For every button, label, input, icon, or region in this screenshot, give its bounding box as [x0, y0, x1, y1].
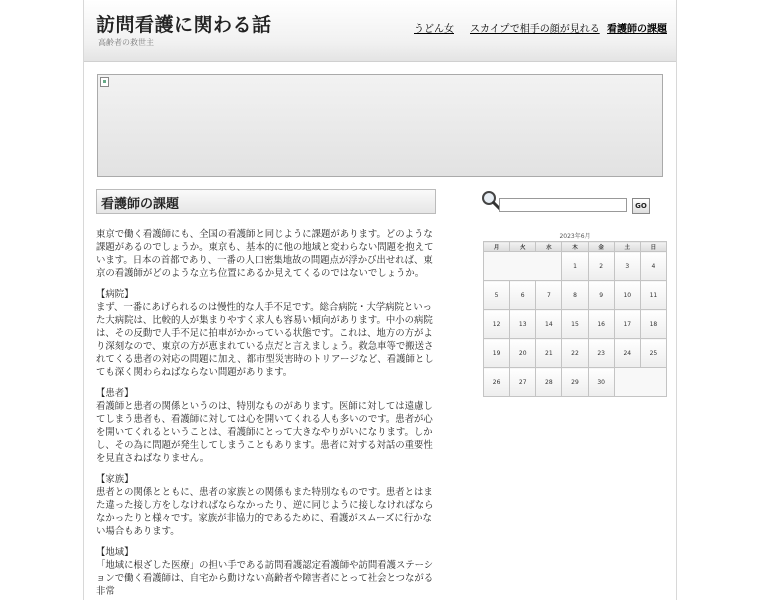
site-title[interactable]: 訪問看護に関わる話 [96, 14, 272, 36]
calendar-day: 18 [640, 310, 666, 339]
search-go-button[interactable]: GO [632, 198, 650, 214]
weekday-header: 木 [562, 242, 588, 252]
section-title-community: 【地域】 [96, 547, 134, 558]
page-wrapper [83, 0, 677, 600]
nav-link-skype[interactable]: スカイプで相手の顔が見れる [470, 24, 600, 35]
calendar-day: 29 [562, 368, 588, 397]
calendar-day: 15 [562, 310, 588, 339]
calendar-day: 1 [562, 252, 588, 281]
weekday-header: 月 [484, 242, 510, 252]
calendar-widget [483, 232, 667, 397]
calendar-day: 30 [588, 368, 614, 397]
calendar-day: 3 [614, 252, 640, 281]
nav-link-nurse-issues[interactable]: 看護師の課題 [607, 24, 667, 35]
calendar-day: 14 [536, 310, 562, 339]
section-body-hospital: まず、一番にあげられるのは慢性的な人手不足です。総合病院・大学病院といった大病院は、比較的人が集まりやすく求人も容易い傾向があります。中小の病院は、その反動で人手不足に拍車がかかっている状態です。これは、地方の方がより深刻なので、東京の方が恵まれている点だと言えましょう。救急車等で搬送されてくる患者の対応の問題に加え、都市型災害時のトリアージなど、看護師としても深く関わらねばならない問題があります。 [96, 302, 434, 378]
calendar-caption: 2023年6月 [559, 233, 591, 240]
section-body-family: 患者との関係とともに、患者の家族との関係もまた特別なものです。患者とはまた違った接し方をしなければならなかったり、逆に同じように接しなければならなかったりと様々です。家族が非協力的であるために、看護がスムーズに行かない場合もあります。 [96, 487, 434, 537]
calendar-day: 8 [562, 281, 588, 310]
calendar-day: 11 [640, 281, 666, 310]
site-header [84, 0, 676, 62]
calendar-day: 5 [484, 281, 510, 310]
calendar-day: 26 [484, 368, 510, 397]
calendar-day: 6 [510, 281, 536, 310]
calendar-day: 12 [484, 310, 510, 339]
main-content [96, 189, 436, 600]
weekday-header: 土 [614, 242, 640, 252]
calendar-day: 27 [510, 368, 536, 397]
calendar-day: 9 [588, 281, 614, 310]
broken-image-icon [100, 77, 109, 87]
calendar-table [483, 241, 667, 397]
calendar-day: 4 [640, 252, 666, 281]
site-subtitle: 高齢者の救世主 [98, 38, 154, 47]
intro-paragraph: 東京で働く看護師にも、全国の看護師と同じように課題があります。どのような課題があるのでしょうか。東京も、基本的に他の地域と変わらない問題を抱えています。日本の首都であり、一番の人口密集地故の問題点が浮かび出せれば、東京の看護師がどのような立ち位置にあるか見えてくるのではないでしょうか。 [96, 229, 434, 279]
calendar-day: 7 [536, 281, 562, 310]
calendar-day: 21 [536, 339, 562, 368]
calendar-pad [484, 252, 562, 281]
nav-link-udon[interactable]: うどん女 [414, 24, 454, 35]
section-title-family: 【家族】 [96, 474, 134, 485]
calendar-day: 13 [510, 310, 536, 339]
page-title: 看護師の課題 [96, 189, 436, 214]
calendar-day: 24 [614, 339, 640, 368]
section-title-patient: 【患者】 [96, 388, 134, 399]
calendar-day: 16 [588, 310, 614, 339]
calendar-day: 17 [614, 310, 640, 339]
calendar-day: 10 [614, 281, 640, 310]
section-body-community: 「地域に根ざした医療」の担い手である訪問看護認定看護師や訪問看護ステーションで働く看護師は、自宅から動けない高齢者や障害者にとって社会とつながる非常 [96, 560, 434, 597]
section-body-patient: 看護師と患者の関係というのは、特別なものがあります。医師に対しては遠慮してしまう患者も、看護師に対しては心を開いてくれる人も多いのです。患者が心を開いてくれるということは、看護師にとって大きなやりがいになります。しかし、その為に問題が発生してしまうこともあります。患者に対する対話の重要性を見直さねばなりません。 [96, 401, 433, 464]
weekday-header: 水 [536, 242, 562, 252]
calendar-day: 25 [640, 339, 666, 368]
weekday-header: 火 [510, 242, 536, 252]
weekday-header: 金 [588, 242, 614, 252]
calendar-day: 28 [536, 368, 562, 397]
calendar-day: 2 [588, 252, 614, 281]
header-banner-image [97, 74, 663, 177]
weekday-header: 日 [640, 242, 666, 252]
calendar-pad [614, 368, 666, 397]
section-title-hospital: 【病院】 [96, 289, 134, 300]
calendar-day: 19 [484, 339, 510, 368]
article-body [96, 228, 436, 598]
calendar-day: 20 [510, 339, 536, 368]
calendar-day: 23 [588, 339, 614, 368]
search-input[interactable] [499, 198, 627, 212]
calendar-day: 22 [562, 339, 588, 368]
